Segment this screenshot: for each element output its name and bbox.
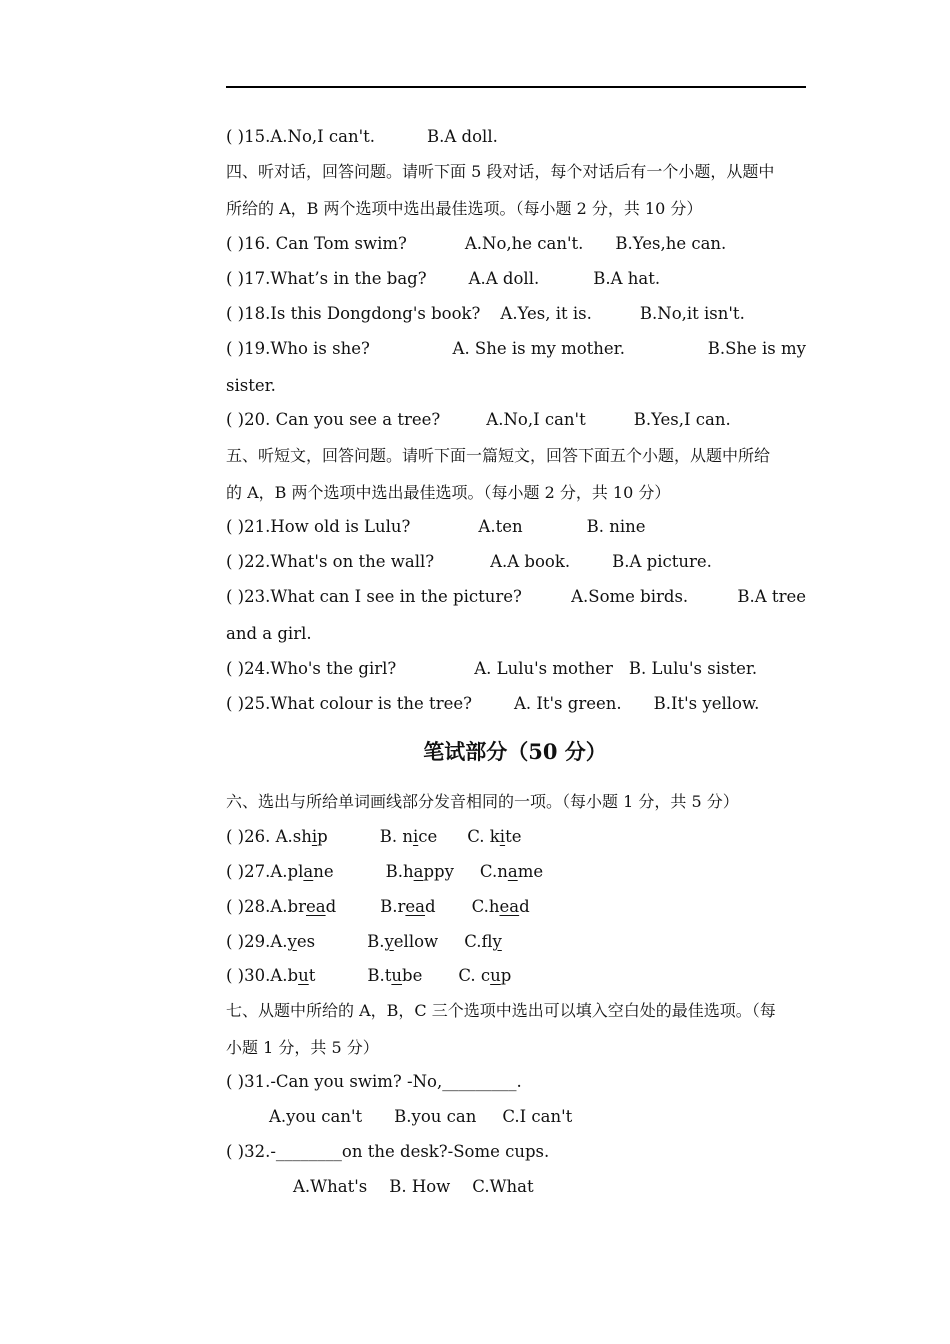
option-b: B.you can bbox=[394, 1107, 477, 1126]
option-a-text: p bbox=[317, 827, 328, 846]
option-a: A.ten bbox=[478, 517, 523, 536]
option-c-underlined: ea bbox=[499, 897, 520, 916]
section-7-instruction bbox=[226, 1000, 816, 1022]
option-b: B.Yes,he can. bbox=[615, 234, 727, 253]
option-a: A.A doll. bbox=[468, 269, 540, 288]
option-c-text: C. k bbox=[467, 827, 500, 846]
question-24 bbox=[226, 658, 816, 680]
section-5-instruction bbox=[226, 445, 816, 467]
option-c: C.What bbox=[472, 1177, 534, 1196]
option-a-text: sh bbox=[292, 827, 312, 846]
option-a-text: ne bbox=[313, 862, 334, 881]
option-b: B.A hat. bbox=[593, 269, 661, 288]
option-b: B.No,it isn't. bbox=[639, 304, 745, 323]
option-c-underlined: u bbox=[490, 966, 501, 985]
option-c-underlined: a bbox=[507, 862, 518, 881]
option-c-text: p bbox=[500, 966, 512, 985]
option-a: A.A book. bbox=[490, 552, 571, 571]
section-4-instruction bbox=[226, 161, 816, 183]
question-stem: ( )31.-Can you swim? -No,_________. bbox=[226, 1072, 522, 1091]
question-18 bbox=[226, 303, 816, 325]
option-b-underlined: y bbox=[384, 932, 394, 951]
option-a-underlined: y bbox=[287, 932, 297, 951]
option-b-cont: sister. bbox=[226, 376, 276, 395]
question-22 bbox=[226, 551, 816, 573]
option-a-text: es bbox=[296, 932, 316, 951]
option-c-underlined: y bbox=[492, 932, 502, 951]
option-b: B.It's yellow. bbox=[653, 694, 760, 713]
question-stem: ( )20. Can you see a tree? bbox=[226, 410, 441, 429]
question-17 bbox=[226, 268, 816, 290]
option-a-underlined: a bbox=[303, 862, 314, 881]
question-stem: ( )32.-________on the desk?-Some cups. bbox=[226, 1142, 550, 1161]
option-c-text: te bbox=[505, 827, 522, 846]
option-b-text: ppy bbox=[423, 862, 454, 881]
question-27 bbox=[226, 861, 816, 883]
option-b-text: B.r bbox=[380, 897, 406, 916]
question-32-options bbox=[293, 1176, 883, 1198]
option-a: A. It's green. bbox=[513, 694, 622, 713]
header-rule bbox=[226, 86, 806, 88]
option-b: B.Yes,I can. bbox=[633, 410, 731, 429]
question-23 bbox=[226, 586, 806, 608]
option-b-cont: and a girl. bbox=[226, 624, 312, 643]
question-25 bbox=[226, 693, 816, 715]
question-19 bbox=[226, 338, 806, 360]
question-16 bbox=[226, 233, 816, 255]
option-c-text: C. c bbox=[458, 966, 491, 985]
question-stem: ( )17.What’s in the bag? bbox=[226, 269, 427, 288]
option-c-text: me bbox=[517, 862, 544, 881]
question-21 bbox=[226, 516, 816, 538]
instruction-line: 四、听对话，回答问题。请听下面 5 段对话，每个对话后有一个小题，从题中 bbox=[226, 162, 775, 181]
option-b: B.She is my bbox=[707, 339, 806, 358]
option-b-underlined: a bbox=[413, 862, 424, 881]
option-b-text: B. n bbox=[379, 827, 413, 846]
option-b: B. Lulu's sister. bbox=[628, 659, 758, 678]
question-stem: ( )18.Is this Dongdong's book? bbox=[226, 304, 481, 323]
question-stem: ( )22.What's on the wall? bbox=[226, 552, 435, 571]
instruction-line: 小题 1 分，共 5 分） bbox=[226, 1038, 379, 1057]
option-a: A.Yes, it is. bbox=[500, 304, 592, 323]
question-stem: ( )27.A.pl bbox=[226, 862, 304, 881]
option-b: B.A picture. bbox=[612, 552, 712, 571]
option-a: A.What's bbox=[293, 1177, 368, 1196]
option-a-underlined: u bbox=[298, 966, 309, 985]
option-b-text: B. bbox=[367, 932, 385, 951]
option-a: A. She is my mother. bbox=[452, 339, 625, 358]
option-c-text: C.fl bbox=[464, 932, 493, 951]
option-b: B. nine bbox=[586, 517, 646, 536]
section-4-instruction-cont bbox=[226, 198, 816, 220]
option-c: C.I can't bbox=[502, 1107, 573, 1126]
question-stem: ( )28.A.br bbox=[226, 897, 306, 916]
question-30 bbox=[226, 965, 816, 987]
option-a: A.Some birds. bbox=[571, 587, 689, 606]
question-31 bbox=[226, 1071, 816, 1093]
question-stem: ( )30.A.b bbox=[226, 966, 299, 985]
question-29 bbox=[226, 931, 816, 953]
option-b: B.A doll. bbox=[427, 127, 498, 146]
option-c-underlined: i bbox=[499, 827, 506, 846]
question-28 bbox=[226, 896, 816, 918]
question-stem: ( )29.A. bbox=[226, 932, 288, 951]
option-a: A.No,I can't bbox=[486, 410, 586, 429]
option-b-text: ce bbox=[418, 827, 438, 846]
option-b-text: B.t bbox=[367, 966, 392, 985]
option-b-underlined: ea bbox=[405, 897, 426, 916]
option-a-underlined: i bbox=[311, 827, 318, 846]
instruction-line: 五、听短文，回答问题。请听下面一篇短文，回答下面五个小题，从题中所给 bbox=[226, 446, 771, 465]
instruction-line: 七、从题中所给的 A，B，C 三个选项中选出可以填入空白处的最佳选项。（每 bbox=[226, 1001, 776, 1020]
section-7-instruction-cont bbox=[226, 1037, 816, 1059]
option-c-text: C.h bbox=[471, 897, 500, 916]
question-stem: ( )23.What can I see in the picture? bbox=[226, 587, 522, 606]
question-20 bbox=[226, 409, 816, 431]
option-a-underlined: ea bbox=[305, 897, 326, 916]
question-stem: ( )21.How old is Lulu? bbox=[226, 517, 411, 536]
question-26 bbox=[226, 826, 816, 848]
option-b-text: B.h bbox=[385, 862, 414, 881]
instruction-line: 所给的 A，B 两个选项中选出最佳选项。（每小题 2 分，共 10 分） bbox=[226, 199, 703, 218]
question-19-cont bbox=[226, 375, 816, 397]
option-b-text: be bbox=[402, 966, 423, 985]
option-b: B. How bbox=[389, 1177, 451, 1196]
option-a-text: t bbox=[308, 966, 316, 985]
question-stem: ( )16. Can Tom swim? bbox=[226, 234, 407, 253]
question-stem: ( )25.What colour is the tree? bbox=[226, 694, 472, 713]
option-b: B.A tree bbox=[737, 587, 806, 606]
question-stem: ( )26. A. bbox=[226, 827, 293, 846]
question-15 bbox=[226, 126, 816, 148]
option-a-text: d bbox=[325, 897, 337, 916]
instruction-line: 的 A，B 两个选项中选出最佳选项。（每小题 2 分，共 10 分） bbox=[226, 483, 671, 502]
section-6-instruction bbox=[226, 791, 816, 813]
option-a: A.you can't bbox=[269, 1107, 363, 1126]
question-32 bbox=[226, 1141, 816, 1163]
option-b-underlined: i bbox=[412, 827, 419, 846]
option-b-underlined: u bbox=[391, 966, 403, 985]
question-stem: ( )15.A.No,I can't. bbox=[226, 127, 376, 146]
option-b-text: d bbox=[425, 897, 436, 916]
option-c-text: C.n bbox=[479, 862, 508, 881]
question-stem: ( )19.Who is she? bbox=[226, 339, 370, 358]
section-5-instruction-cont bbox=[226, 482, 816, 504]
option-b-text: ellow bbox=[393, 932, 439, 951]
option-a: A.No,he can't. bbox=[464, 234, 584, 253]
question-31-options bbox=[269, 1106, 859, 1128]
question-23-cont bbox=[226, 623, 816, 645]
option-a: A. Lulu's mother bbox=[474, 659, 613, 678]
question-stem: ( )24.Who's the girl? bbox=[226, 659, 397, 678]
instruction-line: 六、选出与所给单词画线部分发音相同的一项。（每小题 1 分，共 5 分） bbox=[226, 792, 739, 811]
written-section-title: 笔试部分（50 分） bbox=[423, 739, 607, 764]
option-c-text: d bbox=[519, 897, 530, 916]
